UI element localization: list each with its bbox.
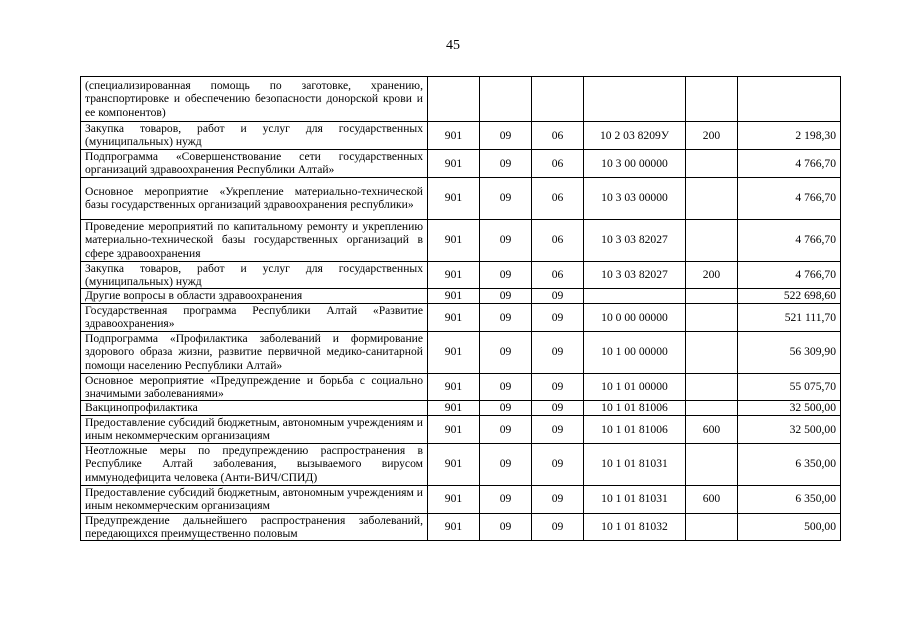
row-subsection-code: 09 — [532, 331, 584, 373]
row-expense-type: 200 — [686, 261, 738, 289]
row-expense-type: 600 — [686, 415, 738, 443]
row-subsection-code: 09 — [532, 373, 584, 401]
row-target-article: 10 1 01 81031 — [584, 485, 686, 513]
row-amount: 521 111,70 — [738, 303, 841, 331]
row-subsection-code: 09 — [532, 303, 584, 331]
table-row — [81, 303, 841, 331]
row-expense-type — [686, 373, 738, 401]
row-expense-type — [686, 401, 738, 415]
row-target-article: 10 3 03 82027 — [584, 219, 686, 261]
row-target-article: 10 3 03 82027 — [584, 261, 686, 289]
row-expense-type — [686, 331, 738, 373]
row-subsection-code: 09 — [532, 485, 584, 513]
table-row — [81, 77, 841, 122]
row-name: (специализированная помощь по заготовке, хранению, транспортировке и обеспечению безопасности донорской крови и ее компонентов) — [81, 77, 428, 122]
row-section-code: 09 — [480, 415, 532, 443]
row-amount: 32 500,00 — [738, 415, 841, 443]
row-expense-type — [686, 289, 738, 303]
row-admin-code: 901 — [428, 443, 480, 485]
row-subsection-code: 09 — [532, 443, 584, 485]
row-amount: 522 698,60 — [738, 289, 841, 303]
row-subsection-code: 06 — [532, 219, 584, 261]
row-amount: 32 500,00 — [738, 401, 841, 415]
table-row — [81, 485, 841, 513]
row-subsection-code: 06 — [532, 149, 584, 177]
row-section-code: 09 — [480, 443, 532, 485]
row-name: Основное мероприятие «Предупреждение и борьба с социально значимыми заболеваниями» — [81, 373, 428, 401]
row-name: Проведение мероприятий по капитальному ремонту и укреплению материально-технической базы государственных организаций в сфере здравоохранения — [81, 219, 428, 261]
row-name: Основное мероприятие «Укрепление материально-технической базы государственных организаций здравоохранения республики» — [81, 177, 428, 219]
row-subsection-code: 09 — [532, 401, 584, 415]
row-section-code: 09 — [480, 303, 532, 331]
row-expense-type — [686, 149, 738, 177]
row-expense-type: 600 — [686, 485, 738, 513]
table-row — [81, 219, 841, 261]
row-target-article: 10 1 01 81006 — [584, 415, 686, 443]
table-row — [81, 289, 841, 303]
row-admin-code: 901 — [428, 485, 480, 513]
row-expense-type — [686, 219, 738, 261]
row-amount: 2 198,30 — [738, 122, 841, 150]
row-subsection-code: 06 — [532, 177, 584, 219]
table-row — [81, 122, 841, 150]
row-expense-type — [686, 513, 738, 541]
row-section-code: 09 — [480, 331, 532, 373]
row-admin-code: 901 — [428, 219, 480, 261]
row-section-code: 09 — [480, 122, 532, 150]
row-target-article — [584, 77, 686, 122]
table-row — [81, 261, 841, 289]
row-name: Закупка товаров, работ и услуг для государственных (муниципальных) нужд — [81, 122, 428, 150]
row-section-code: 09 — [480, 149, 532, 177]
row-admin-code: 901 — [428, 331, 480, 373]
row-admin-code: 901 — [428, 177, 480, 219]
row-section-code: 09 — [480, 177, 532, 219]
budget-table — [80, 76, 841, 541]
table-row — [81, 513, 841, 541]
page-number: 45 — [446, 38, 460, 53]
row-section-code: 09 — [480, 261, 532, 289]
row-target-article: 10 1 00 00000 — [584, 331, 686, 373]
row-target-article: 10 0 00 00000 — [584, 303, 686, 331]
row-section-code: 09 — [480, 289, 532, 303]
row-subsection-code: 09 — [532, 289, 584, 303]
row-admin-code — [428, 77, 480, 122]
row-amount: 55 075,70 — [738, 373, 841, 401]
row-section-code: 09 — [480, 373, 532, 401]
row-target-article: 10 1 01 00000 — [584, 373, 686, 401]
row-section-code — [480, 77, 532, 122]
row-name: Подпрограмма «Совершенствование сети государственных организаций здравоохранения Республики Алтай» — [81, 149, 428, 177]
table-row — [81, 415, 841, 443]
row-target-article: 10 1 01 81006 — [584, 401, 686, 415]
table-row — [81, 443, 841, 485]
row-expense-type — [686, 443, 738, 485]
row-amount: 6 350,00 — [738, 443, 841, 485]
row-name: Государственная программа Республики Алтай «Развитие здравоохранения» — [81, 303, 428, 331]
table-row — [81, 331, 841, 373]
row-name: Закупка товаров, работ и услуг для государственных (муниципальных) нужд — [81, 261, 428, 289]
row-name: Вакцинопрофилактика — [81, 401, 428, 415]
row-target-article — [584, 289, 686, 303]
row-target-article: 10 3 03 00000 — [584, 177, 686, 219]
row-name: Другие вопросы в области здравоохранения — [81, 289, 428, 303]
row-amount: 500,00 — [738, 513, 841, 541]
row-amount: 6 350,00 — [738, 485, 841, 513]
row-admin-code: 901 — [428, 513, 480, 541]
row-admin-code: 901 — [428, 303, 480, 331]
row-subsection-code: 06 — [532, 261, 584, 289]
row-section-code: 09 — [480, 219, 532, 261]
row-target-article: 10 3 00 00000 — [584, 149, 686, 177]
row-subsection-code: 09 — [532, 415, 584, 443]
row-amount — [738, 77, 841, 122]
row-expense-type: 200 — [686, 122, 738, 150]
row-admin-code: 901 — [428, 401, 480, 415]
row-amount: 4 766,70 — [738, 219, 841, 261]
row-target-article: 10 1 01 81031 — [584, 443, 686, 485]
row-name: Предоставление субсидий бюджетным, автономным учреждениям и иным некоммерческим организациям — [81, 415, 428, 443]
row-section-code: 09 — [480, 485, 532, 513]
row-admin-code: 901 — [428, 149, 480, 177]
row-amount: 4 766,70 — [738, 261, 841, 289]
row-target-article: 10 2 03 8209У — [584, 122, 686, 150]
row-subsection-code: 09 — [532, 513, 584, 541]
row-admin-code: 901 — [428, 261, 480, 289]
row-admin-code: 901 — [428, 289, 480, 303]
row-name: Предупреждение дальнейшего распространения заболеваний, передающихся преимущественно половым — [81, 513, 428, 541]
budget-table-body — [81, 77, 841, 541]
row-amount: 4 766,70 — [738, 177, 841, 219]
row-target-article: 10 1 01 81032 — [584, 513, 686, 541]
row-section-code: 09 — [480, 513, 532, 541]
row-expense-type — [686, 177, 738, 219]
row-admin-code: 901 — [428, 415, 480, 443]
table-row — [81, 177, 841, 219]
row-subsection-code — [532, 77, 584, 122]
row-subsection-code: 06 — [532, 122, 584, 150]
row-admin-code: 901 — [428, 373, 480, 401]
row-expense-type — [686, 77, 738, 122]
table-row — [81, 401, 841, 415]
row-amount: 4 766,70 — [738, 149, 841, 177]
table-row — [81, 373, 841, 401]
row-name: Неотложные меры по предупреждению распространения в Республике Алтай заболевания, вызываемого вирусом иммунодефицита человека (Анти-ВИЧ/СПИД) — [81, 443, 428, 485]
row-admin-code: 901 — [428, 122, 480, 150]
row-name: Подпрограмма «Профилактика заболеваний и формирование здорового образа жизни, развитие первичной медико-санитарной помощи населению Республики Алтай» — [81, 331, 428, 373]
table-row — [81, 149, 841, 177]
row-section-code: 09 — [480, 401, 532, 415]
row-amount: 56 309,90 — [738, 331, 841, 373]
row-expense-type — [686, 303, 738, 331]
row-name: Предоставление субсидий бюджетным, автономным учреждениям и иным некоммерческим организациям — [81, 485, 428, 513]
